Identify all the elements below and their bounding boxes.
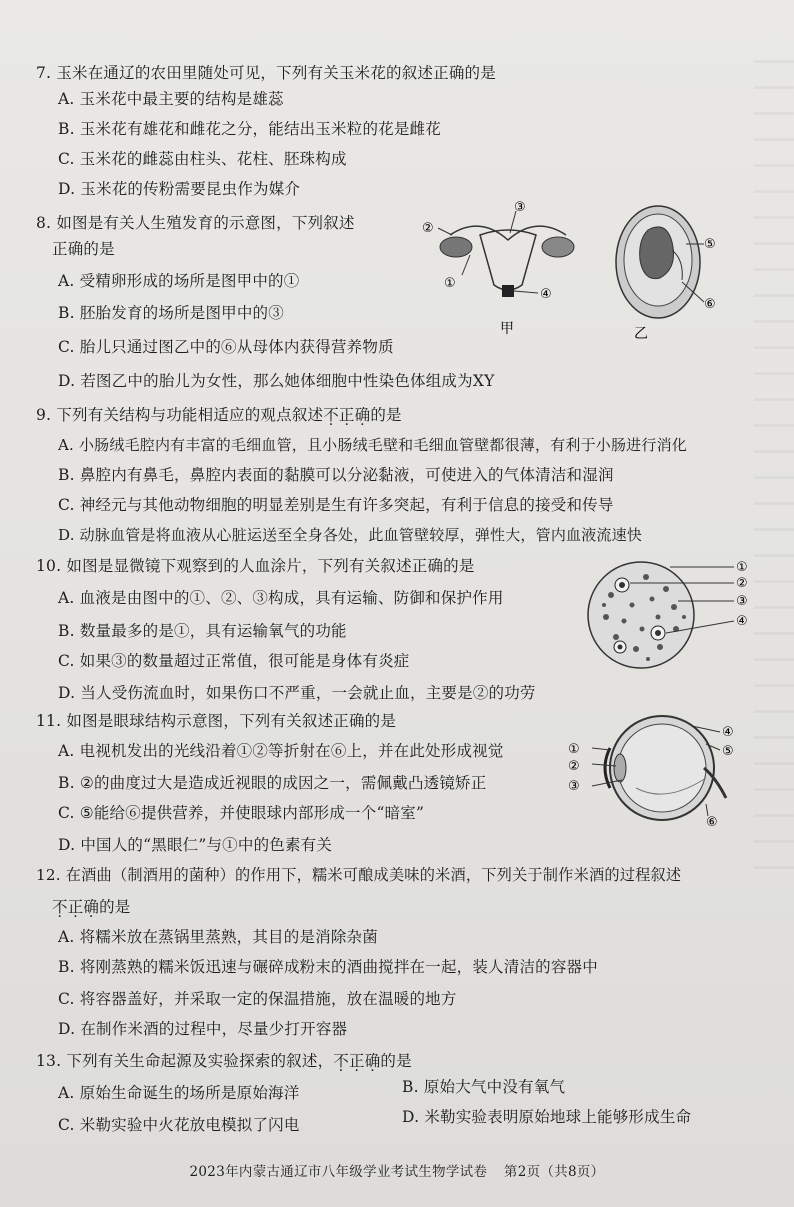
q7-option-a: A. 玉米花中最主要的结构是雄蕊 [58,90,284,108]
q13-stem-pre: 13. 下列有关生命起源及实验探索的叙述， [36,1052,334,1070]
q12-emph-2: 正 [67,898,84,916]
show-through-text [754,60,794,880]
q13-stem [36,1050,412,1072]
q12-option-a: A. 将糯米放在蒸锅里蒸熟，其目的是消除杂菌 [58,928,378,946]
blood-label-4: ④ [736,614,748,629]
q11-option-b: B. ②的曲度过大是造成近视眼的成因之一，需佩戴凸透镜矫正 [58,774,487,792]
eye-label-3: ③ [568,779,580,794]
q7-option-d: D. 玉米花的传粉需要昆虫作为媒介 [58,180,301,198]
blood-label-2: ② [736,576,748,591]
blood-smear-diagram [586,555,756,675]
q13-option-b: B. 原始大气中没有氧气 [402,1078,566,1096]
q8-option-b: B. 胚胎发育的场所是图甲中的③ [58,304,284,322]
figure-yi-caption: 乙 [634,326,648,342]
q12-emph-3: 确 [83,898,100,916]
q10-stem: 10. 如图是显微镜下观察到的人血涂片，下列有关叙述正确的是 [36,557,475,575]
page-footer [0,1160,794,1180]
eye-label-6: ⑥ [706,815,718,828]
q9-stem-post: 的是 [370,406,402,424]
q12-option-d: D. 在制作米酒的过程中，尽量少打开容器 [58,1020,348,1038]
q9-stem-pre: 9. 下列有关结构与功能相适应的观点叙述 [36,406,324,424]
q10-option-a: A. 血液是由图中的①、②、③构成，具有运输、防御和保护作用 [58,589,504,607]
q9-option-a: A. 小肠绒毛腔内有丰富的毛细血管，且小肠绒毛壁和毛细血管壁都很薄，有利于小肠进行消化 [58,436,687,454]
q10-option-b: B. 数量最多的是①，具有运输氧气的功能 [58,622,347,640]
q10-option-c: C. 如果③的数量超过正常值，很可能是身体有炎症 [58,652,410,670]
q10-option-d: D. 当人受伤流血时，如果伤口不严重，一会就止血，主要是②的功劳 [58,684,536,702]
q13-option-c: C. 米勒实验中火花放电模拟了闪电 [58,1116,300,1134]
q13-emph-1: 不 [333,1052,349,1070]
exam-title: 2023年内蒙古通辽市八年级学业考试生物学试卷 [189,1164,488,1180]
blood-label-3: ③ [736,594,748,609]
uterus-label-3: ③ [514,200,526,215]
uterus-label-2: ② [422,221,434,236]
q12-emph-1: 不 [52,898,68,916]
q8-option-c: C. 胎儿只通过图乙中的⑥从母体内获得营养物质 [58,338,394,356]
q7-option-b: B. 玉米花有雄花和雌花之分，能结出玉米粒的花是雌花 [58,120,441,138]
uterus-label-1: ① [444,276,456,291]
q12-stem-cont [52,896,131,918]
fetus-label-6: ⑥ [704,297,716,312]
uterus-diagram [410,195,590,345]
eye-label-5: ⑤ [722,744,734,759]
q9-option-c: C. 神经元与其他动物细胞的明显差别是生有许多突起，有利于信息的接受和传导 [58,496,614,514]
uterus-label-4: ④ [540,287,552,302]
q9-emph-1: 不 [323,406,339,424]
q11-stem: 11. 如图是眼球结构示意图，下列有关叙述正确的是 [36,712,397,730]
q12-stem: 12. 在酒曲（制酒用的菌种）的作用下，糯米可酿成美味的米酒，下列关于制作米酒的过程叙述 [36,866,682,884]
q11-option-d: D. 中国人的“黑眼仁”与①中的色素有关 [58,836,333,854]
eyeball-diagram [566,708,746,828]
q12-option-b: B. 将刚蒸熟的糯米饭迅速与碾碎成粉末的酒曲搅拌在一起，装人清洁的容器中 [58,958,598,976]
eye-label-4: ④ [722,725,734,740]
q13-option-a: A. 原始生命诞生的场所是原始海洋 [58,1084,300,1102]
q7-stem: 7. 玉米在通辽的农田里随处可见，下列有关玉米花的叙述正确的是 [36,64,496,82]
q9-option-b: B. 鼻腔内有鼻毛，鼻腔内表面的黏膜可以分泌黏液，可使进入的气体清洁和湿润 [58,466,614,484]
q9-stem [36,404,402,426]
q8-stem-cont: 正确的是 [52,240,115,258]
q8-stem: 8. 如图是有关人生殖发育的示意图，下列叙述 [36,214,355,232]
q13-option-d: D. 米勒实验表明原始地球上能够形成生命 [402,1108,692,1126]
blood-label-1: ① [736,560,748,575]
q11-option-a: A. 电视机发出的光线沿着①②等折射在⑥上，并在此处形成视觉 [58,742,504,760]
q12-option-c: C. 将容器盖好，并采取一定的保温措施，放在温暖的地方 [58,990,457,1008]
q9-option-d: D. 动脉血管是将血液从心脏运送至全身各处，此血管壁较厚，弹性大，管内血液流速快 [58,526,643,544]
q9-emph-3: 确 [354,406,371,424]
fetus-diagram [610,190,730,350]
q12-stem-post: 的是 [99,898,131,916]
q7-option-c: C. 玉米花的雌蕊由柱头、花柱、胚珠构成 [58,150,347,168]
q9-emph-2: 正 [338,406,355,424]
q13-emph-2: 正 [348,1052,365,1070]
page-number: 第2页（共8页） [503,1164,605,1180]
q8-option-d: D. 若图乙中的胎儿为女性，那么她体细胞中性染色体组成为XY [58,372,495,390]
eye-label-1: ① [568,742,580,757]
q13-stem-post: 的是 [380,1052,412,1070]
q11-option-c: C. ⑤能给⑥提供营养，并使眼球内部形成一个“暗室” [58,804,425,822]
q8-option-a: A. 受精卵形成的场所是图甲中的① [58,272,300,290]
figure-jia-caption: 甲 [500,321,514,337]
q13-emph-3: 确 [364,1052,381,1070]
fetus-label-5: ⑤ [704,237,716,252]
eye-label-2: ② [568,759,580,774]
